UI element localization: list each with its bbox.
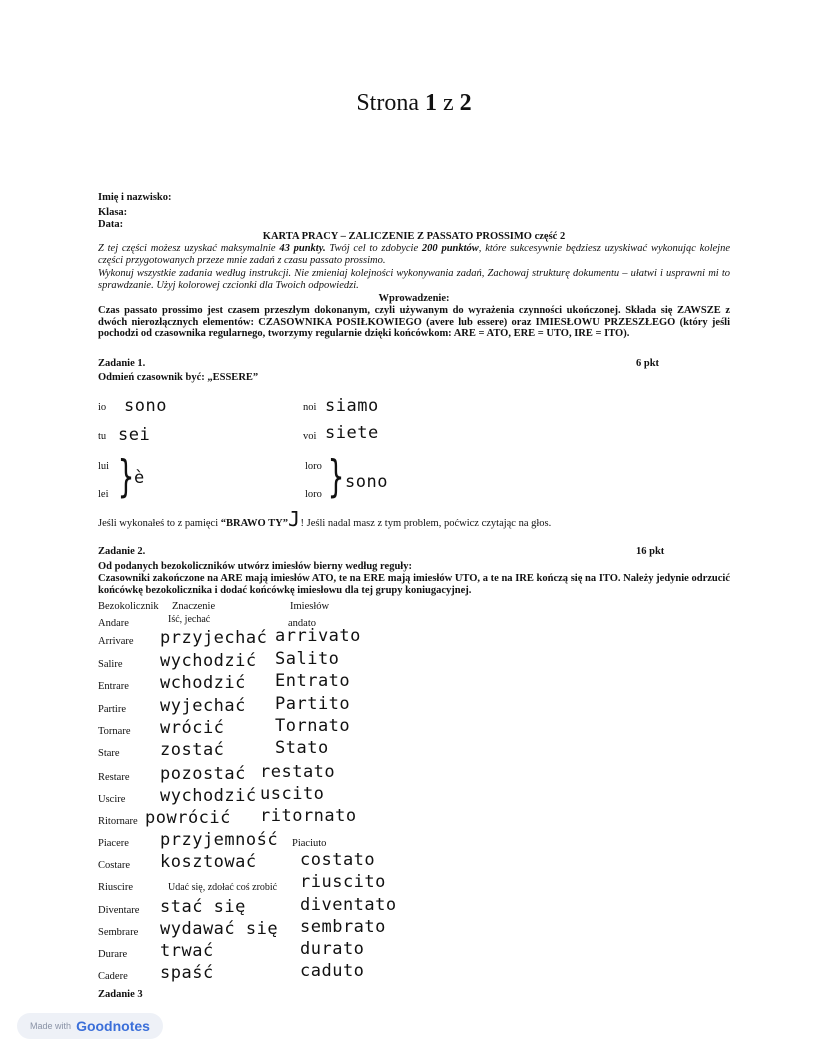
infinitive: Durare [98,949,128,960]
handwritten-participle: Entrato [275,671,351,691]
intro-text: Z tej części możesz uzyskać maksymalnie 43 punkty. Twój cel to zdobycie 200 punktów, które sukcesywnie będziesz uzyskiwać wykonując kolejne części przygotowanych przeze mnie zadań z czasu passato prossimo. [98,243,730,266]
task1-footer: Jeśli wykonałeś to z pamięci “BRAWO TY”J! Jeśli nadal masz z tym problem, poćwicz czytając na głos. [98,507,552,531]
infinitive: Andare [98,618,129,629]
meaning: Udać się, zdołać coś zrobić [168,882,278,893]
task2-points: 16 pkt [636,546,665,557]
handwritten-participle: uscito [260,784,325,804]
handwritten-meaning: wychodzić [160,786,257,806]
handwritten-participle: Tornato [275,716,351,736]
task2-rule: Czasowniki zakończone na ARE mają imiesłów ATO, te na ERE mają imiesłów UTO, a te na IRE kończą się na ITO. Należy jedynie odrzucić końcówkę bezokolicznika i dodać końcówkę imiesłowu dla tej grupy koniugacyjnej. [98,573,730,596]
infinitive: Restare [98,772,130,783]
intro-body: Czas passato prossimo jest czasem przeszłym dokonanym, czyli używanym do wyrażenia czynności ukończonej. Składa się ZAWSZE z dwóch nierozłącznych elementów: CZASOWNIKA POSIŁKOWIEGO (avere lub essere) oraz IMIESŁOWU PRZESZŁEGO (który jeśli pochodzi od czasownika regularnego, tworzymy regularnie dzięki końcówkom: ARE = ATO, ERE = UTO, IRE = ITO). [98,305,730,339]
handwritten-participle: diventato [300,895,397,915]
infinitive: Sembrare [98,927,139,938]
pronoun: lui [98,461,110,472]
handwritten-participle: caduto [300,961,365,981]
handwritten-meaning: wchodzić [160,673,246,693]
handwritten-meaning: wychodzić [160,651,257,671]
handwritten-meaning: wyjechać [160,696,246,716]
handwritten-meaning: przyjechać [160,628,268,648]
task1-instruction: Odmień czasownik być: „ESSERE” [98,372,259,383]
participle: Piaciuto [292,838,327,849]
infinitive: Costare [98,860,131,871]
handwritten-meaning: wydawać się [160,919,279,939]
infinitive: Uscire [98,794,126,805]
pronoun: loro [305,489,322,500]
task1-title: Zadanie 1. [98,358,146,369]
handwritten-meaning: trwać [160,941,214,961]
page-title: Strona 1 z 2 [356,90,472,116]
handwritten-participle: Partito [275,694,351,714]
infinitive: Stare [98,748,120,759]
infinitive: Piacere [98,838,129,849]
handwritten-answer: sono [345,472,388,492]
handwritten-answer: siete [325,423,379,443]
task3-title: Zadanie 3 [98,989,143,1000]
handwritten-meaning: przyjemność [160,830,279,850]
task2-title: Zadanie 2. [98,546,146,557]
column-header: Imiesłów [290,601,330,612]
handwritten-meaning: zostać [160,740,225,760]
infinitive: Ritornare [98,816,138,827]
pronoun: noi [303,402,317,413]
handwritten-meaning: stać się [160,897,246,917]
brace-icon: } [117,451,135,502]
class-label: Klasa: [98,207,128,218]
handwritten-meaning: pozostać [160,764,246,784]
handwritten-participle: riuscito [300,872,386,892]
made-with-label: Made with [30,1021,72,1031]
pronoun: tu [98,431,107,442]
infinitive: Entrare [98,681,129,692]
infinitive: Salire [98,659,123,670]
infinitive: Arrivare [98,636,134,647]
task2-instruction: Od podanych bezokoliczników utwórz imiesłów bierny według reguły: [98,561,412,572]
brand-logo: Goodnotes [76,1018,150,1034]
pronoun: voi [303,431,317,442]
instructions-text: Wykonuj wszystkie zadania według instrukcji. Nie zmieniaj kolejności wykonywania zadań, Zachowaj strukturę dokumentu – ułatwi i usprawni mi to sprawdzanie. Użyj kolorowej czcionki dla Twoich odpowiedzi. [98,268,730,291]
handwritten-meaning: wrócić [160,718,225,738]
participle: andato [288,618,316,629]
handwritten-meaning: kosztować [160,852,257,872]
column-header: Bezokolicznik [98,601,159,612]
handwritten-meaning: powrócić [145,808,231,828]
handwritten-answer: siamo [325,396,379,416]
infinitive: Riuscire [98,882,133,893]
handwritten-answer: sono [124,396,167,416]
handwritten-participle: sembrato [300,917,386,937]
goodnotes-badge[interactable] [17,1013,163,1039]
meaning: Iść, jechać [168,614,211,625]
handwritten-participle: Salito [275,649,340,669]
intro-heading: Wprowadzenie: [378,293,450,304]
column-header: Znaczenie [172,601,216,612]
pronoun: lei [98,489,109,500]
infinitive: Cadere [98,971,128,982]
infinitive: Tornare [98,726,131,737]
infinitive: Diventare [98,905,140,916]
handwritten-answer: è [134,468,145,488]
pronoun: loro [305,461,322,472]
handwritten-participle: Stato [275,738,329,758]
handwritten-participle: durato [300,939,365,959]
task1-points: 6 pkt [636,358,660,369]
handwritten-participle: restato [260,762,336,782]
name-label: Imię i nazwisko: [98,192,172,203]
handwritten-participle: ritornato [260,806,357,826]
handwritten-participle: costato [300,850,376,870]
handwritten-answer: sei [118,425,151,445]
handwritten-meaning: spaść [160,963,214,983]
brace-icon: } [327,451,345,502]
date-label: Data: [98,219,124,230]
infinitive: Partire [98,704,126,715]
pronoun: io [98,402,107,413]
handwritten-participle: arrivato [275,626,361,646]
worksheet-heading: KARTA PRACY – ZALICZENIE Z PASSATO PROSSIMO część 2 [262,231,566,242]
